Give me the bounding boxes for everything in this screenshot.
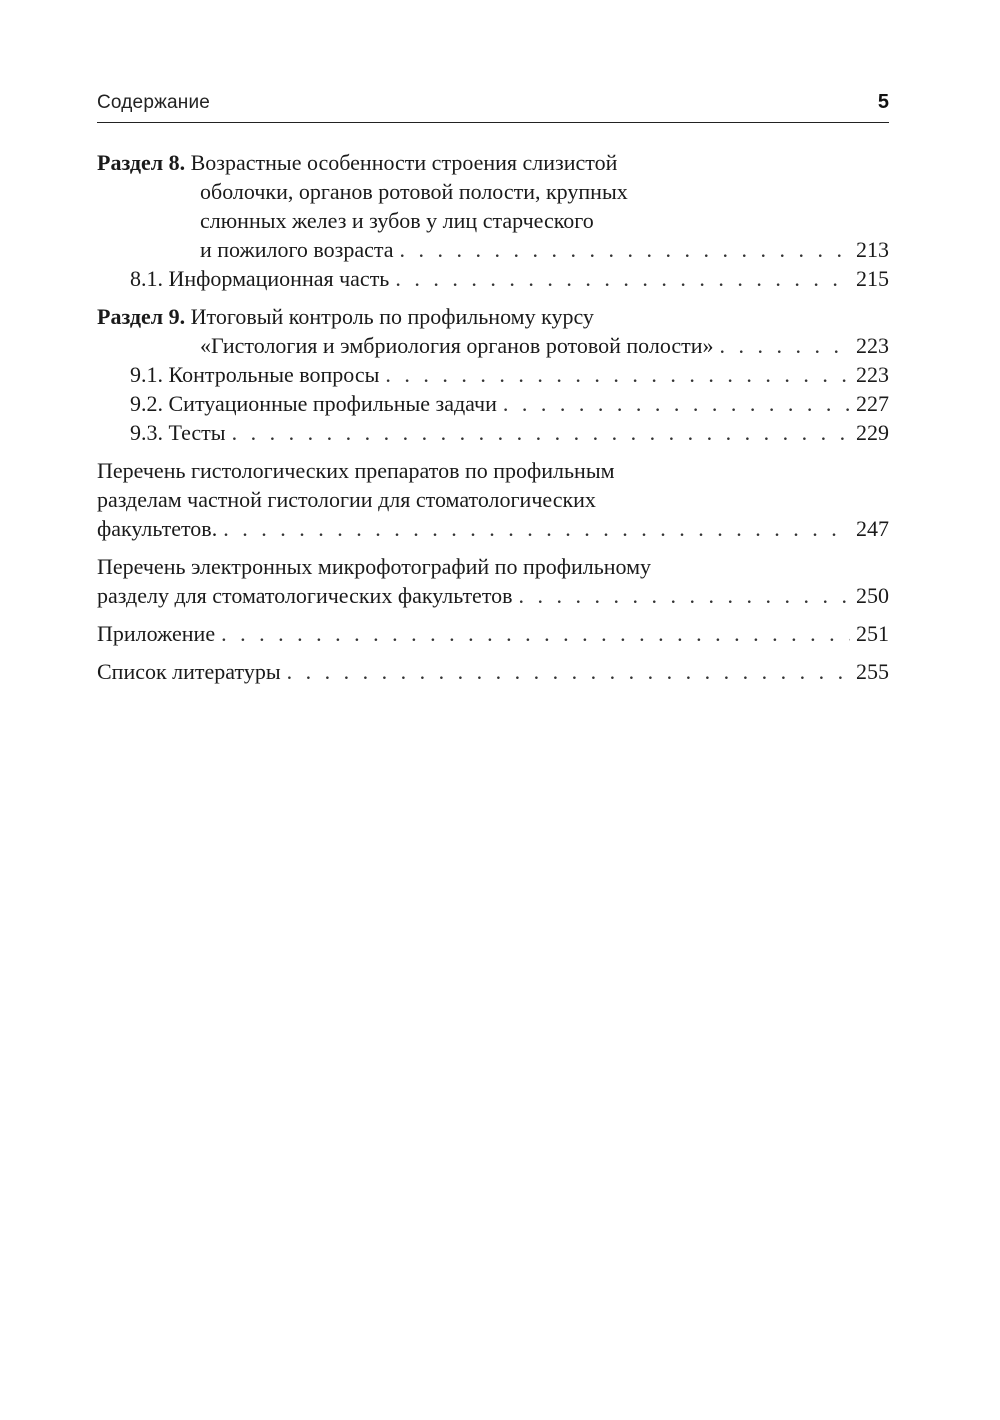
entry-title-line: разделу для стоматологических факультетов [97,583,513,608]
page-ref: 251 [856,621,889,646]
entry-title-line: Перечень электронных микрофотографий по профильному [97,554,652,579]
table-of-contents [97,148,889,686]
page-ref: 213 [856,237,889,262]
subsection-title: 9.2. Ситуационные профильные задачи [130,391,497,416]
toc-entry-9-2[interactable] [97,389,889,418]
dot-leader [503,389,850,418]
dot-leader [395,264,850,293]
dot-leader [519,581,850,610]
toc-entry-9-3[interactable] [97,418,889,447]
section-title-line: слюнных желез и зубов у лиц старческого [200,208,594,233]
section-label: Раздел 9. [97,304,186,329]
section-title-line: «Гистология и эмбриология органов ротовой полости» [200,333,714,358]
toc-entry-section-8[interactable] [97,148,889,264]
page-ref: 229 [856,420,889,445]
section-title-line: Итоговый контроль по профильному курсу [190,304,594,329]
page-ref: 227 [856,391,889,416]
section-title-line: и пожилого возраста [200,237,394,262]
entry-title: Приложение [97,621,216,646]
page-ref: 223 [856,362,889,387]
dot-leader [385,360,850,389]
dot-leader [287,657,850,686]
dot-leader [221,619,850,648]
entry-title-line: факультетов. [97,516,218,541]
page-number: 5 [877,91,889,113]
toc-entry-references[interactable] [97,657,889,686]
dot-leader [232,418,850,447]
page-ref: 223 [856,333,889,358]
section-title-line: оболочки, органов ротовой полости, крупных [200,179,628,204]
dot-leader [223,514,850,543]
toc-entry-9-1[interactable] [97,360,889,389]
toc-entry-preparations[interactable] [97,456,889,543]
toc-entry-8-1[interactable] [97,264,889,293]
section-title-line: Возрастные особенности строения слизистой [190,150,618,175]
page-ref: 250 [856,583,889,608]
entry-title-line: Перечень гистологических препаратов по профильным [97,458,615,483]
toc-entry-appendix[interactable] [97,619,889,648]
running-header-title: Содержание [97,92,211,113]
toc-entry-micrographs[interactable] [97,552,889,610]
page-ref: 255 [856,659,889,684]
page-header [97,90,889,123]
subsection-title: 9.1. Контрольные вопросы [130,362,380,387]
toc-entry-section-9[interactable] [97,302,889,360]
entry-title-line: разделам частной гистологии для стоматологических [97,487,596,512]
page-ref: 247 [856,516,889,541]
dot-leader [720,331,850,360]
entry-title: Список литературы [97,659,281,684]
dot-leader [400,235,850,264]
subsection-title: 9.3. Тесты [130,420,226,445]
page-ref: 215 [856,266,889,291]
subsection-title: 8.1. Информационная часть [130,266,390,291]
section-label: Раздел 8. [97,150,186,175]
